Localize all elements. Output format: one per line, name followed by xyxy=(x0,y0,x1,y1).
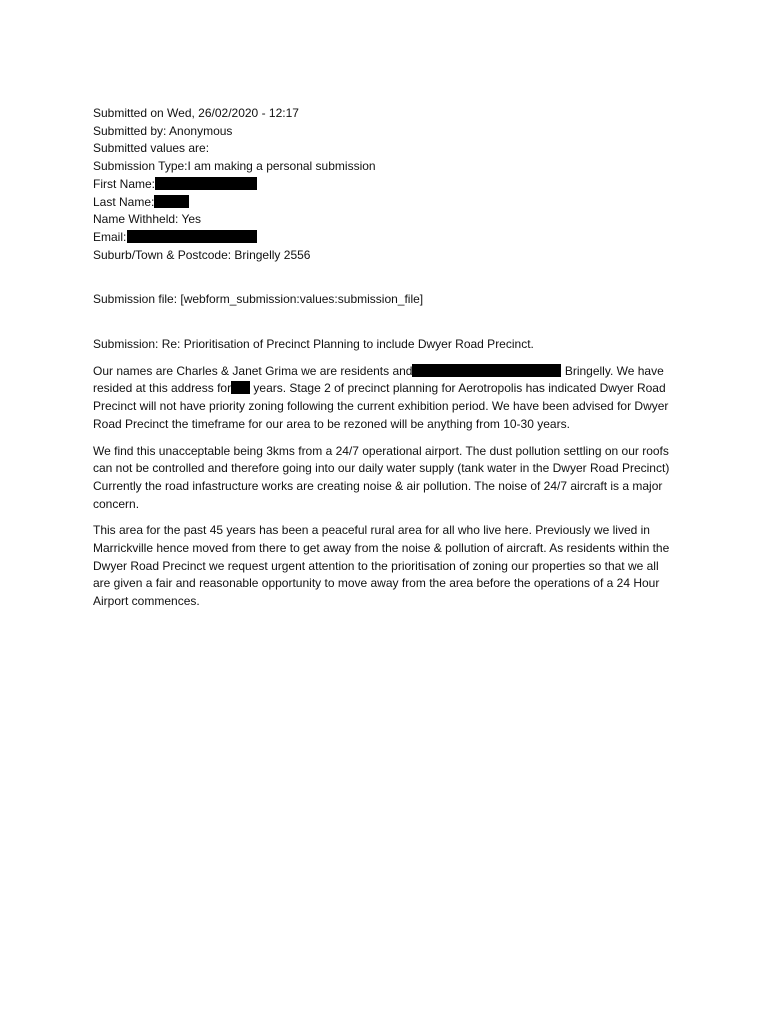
submission-subject: Submission: Re: Prioritisation of Precinct Planning to include Dwyer Road Precinct. xyxy=(93,337,534,352)
first-name-label: First Name: xyxy=(93,176,156,191)
last-name-row xyxy=(93,194,678,212)
paragraph-request: This area for the past 45 years has been a peaceful rural area for all who live here. Previously we lived in Marrickville hence moved from there to get away from the noise & pollution of aircraft. As residents within the Dwyer Road Precinct we request urgent attention to the prioritisation of zoning our properties so that we all are given a fair and reasonable opportunity to move away from the area before the operations of a 24 Hour Airport commences. xyxy=(93,523,670,609)
submission-file: Submission file: [webform_submission:values:submission_file] xyxy=(93,292,424,307)
years-redaction xyxy=(231,381,250,394)
paragraph-residents-part-c: years. Stage 2 of precinct planning for Aerotropolis has indicated Dwyer Road Precinct will not have priority zoning following the current exhibition period. We have been advised for Dwyer Road Precinct the timeframe for our area to be rezoned will be anything from 10-30 years. xyxy=(93,381,669,431)
email-label: Email: xyxy=(93,229,127,244)
suburb-postcode: Suburb/Town & Postcode: Bringelly 2556 xyxy=(93,247,311,262)
submission-document xyxy=(93,105,678,611)
email-redaction xyxy=(127,230,257,243)
last-name-redaction xyxy=(154,195,189,208)
submitted-by: Submitted by: Anonymous xyxy=(93,123,233,138)
last-name-label: Last Name: xyxy=(93,194,155,209)
submitted-values-heading: Submitted values are: xyxy=(93,141,210,156)
submission-metadata xyxy=(93,105,678,264)
paragraph-pollution: We find this unacceptable being 3kms from a 24/7 operational airport. The dust pollution settling on our roofs can not be controlled and therefore going into our daily water supply (tank water in the Dwyer Road Precinct) Currently the road infastructure works are creating noise & air pollution. The noise of 24/7 aircraft is a major concern. xyxy=(93,443,670,511)
submission-type: Submission Type:I am making a personal submission xyxy=(93,159,376,174)
name-withheld: Name Withheld: Yes xyxy=(93,212,202,227)
paragraph-residents-part-b: Bringelly. We have resided at this address for xyxy=(93,363,664,396)
first-name-redaction xyxy=(155,177,257,190)
paragraph-residents xyxy=(93,363,678,434)
submitted-on: Submitted on Wed, 26/02/2020 - 12:17 xyxy=(93,106,299,120)
email-row xyxy=(93,229,678,247)
address-redaction xyxy=(412,364,561,377)
first-name-row xyxy=(93,176,678,194)
paragraph-residents-part-a: Our names are Charles & Janet Grima we are residents and xyxy=(93,363,413,378)
